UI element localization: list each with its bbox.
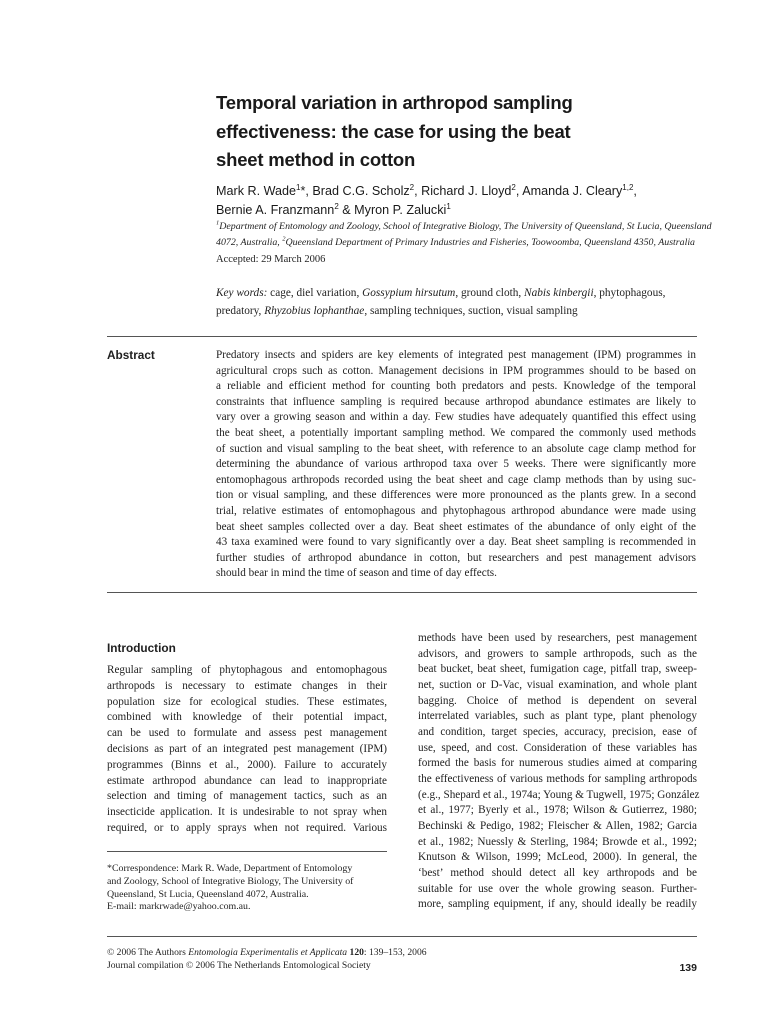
- abstract-bottom-rule: [107, 592, 697, 593]
- footer-rule: [107, 936, 697, 937]
- body-line: arthropods is necessary to estimate changes in their: [107, 679, 387, 692]
- abstract-line: constraints that influence sampling is required because arthropod abundance estimates are likely to: [216, 395, 696, 408]
- author-affil-mark: 2: [334, 201, 339, 211]
- abstract-line: trial, relative estimates of entomophagous and phytophagous arthropod abundance were made using: [216, 504, 696, 517]
- body-line: estimate arthropod abundance can lead to inappropriate: [107, 774, 387, 787]
- body-line: combined with knowledge of their potential impact,: [107, 711, 387, 724]
- body-line: decisions as part of an integrated pest management (IPM): [107, 742, 387, 755]
- body-line: advisors, and growers to sample arthropods, such as the: [418, 647, 697, 660]
- body-line: insecticide application. It is undesirable to not spray when: [107, 806, 387, 819]
- title-line: effectiveness: the case for using the beat: [216, 120, 571, 142]
- body-line: et al., 1982; Nuessly & Sterling, 1984; Browde et al., 1992;: [418, 835, 697, 848]
- footnote-email-line: E-mail: markrwade@yahoo.com.au.: [107, 901, 251, 913]
- author-name: Richard J. Lloyd: [421, 184, 512, 198]
- author-name: Myron P. Zalucki: [354, 202, 447, 217]
- keyword-text: , ground cloth,: [455, 287, 525, 299]
- body-line: beat bucket, beat sheet, fumigation cage, pitfall trap, sweep-: [418, 663, 697, 676]
- abstract-line: entomophagous arthropods recorded using the beat sheet and cage clamp methods than by using suc-: [216, 473, 696, 486]
- abstract-line: the beat sheet, a potentially important sampling method. We compared the commonly used methods: [216, 426, 696, 439]
- correspondence-footnote: [107, 863, 397, 914]
- journal-volume: 120: [349, 947, 364, 958]
- body-line: more, sampling equipment, if any, should ideally be readily: [418, 898, 697, 911]
- abstract-line: further studies of arthropod abundance in cotton, but researchers and pest management advisors: [216, 551, 696, 564]
- author-affil-mark: 2: [409, 182, 415, 192]
- title-line: Temporal variation in arthropod sampling: [216, 92, 573, 113]
- body-line: use, speed, and cost. Consideration of these variables has: [418, 741, 697, 754]
- author-affil-mark: 1: [446, 201, 451, 211]
- abstract-line: 43 taxa examined were found to vary significantly over a day. Beat sheet sampling is recommended in: [216, 536, 696, 549]
- body-line: Bechinski & Pedigo, 1982; Fleischer & Allen, 1982; Garcia: [418, 819, 697, 832]
- keyword-text: cage, diel variation,: [267, 287, 363, 299]
- keywords-label: Key words:: [216, 287, 268, 299]
- body-line: et al., 1977; Byerly et al., 1978; Wilson & Gutierrez, 1980;: [418, 804, 697, 817]
- keyword-text: , sampling techniques, suction, visual sampling: [364, 304, 578, 317]
- abstract-line: vary over a growing season and within a day. Few studies have adequately quantified this effect using: [216, 411, 696, 424]
- accepted-date: Accepted: 29 March 2006: [216, 254, 326, 265]
- abstract-line: Predatory insects and spiders are key elements of integrated pest management (IPM) programmes in: [216, 349, 696, 361]
- author-affil-mark: 2: [511, 182, 516, 192]
- abstract-line: should bear in mind the time of season and time of day effects.: [216, 567, 497, 580]
- body-line: the effectiveness of various methods for sampling arthropods: [418, 772, 697, 785]
- page-footer: [107, 947, 697, 973]
- body-line: methods have been used by researchers, pest management: [418, 632, 697, 644]
- abstract-line: determining the abundance of various arthropod taxa over 5 weeks. There were significantly more: [216, 458, 696, 471]
- intro-column-left: [107, 663, 387, 837]
- compilation-line: Journal compilation © 2006 The Netherlands Entomological Society: [107, 959, 371, 971]
- abstract-line: a reliable and efficient method for counting both predators and pests. Knowledge of the temporal: [216, 380, 696, 393]
- keyword-text: , phytophagous,: [593, 287, 666, 299]
- affiliation-line: [216, 235, 696, 251]
- body-line: population size for ecological studies. These estimates,: [107, 695, 387, 708]
- body-line: can be used to formulate and assess pest management: [107, 727, 387, 740]
- abstract-line: beat sheet samples collected over a day. Beat sheet estimates of the abundance of only eight of the: [216, 520, 696, 533]
- author-name: Bernie A. Franzmann: [216, 202, 335, 217]
- copyright-line: [107, 947, 697, 960]
- body-line: selection and timing of management tactics, such as an: [107, 790, 387, 803]
- correspondence-mark: *: [300, 184, 306, 198]
- abstract-line: of suction and visual sampling to the beat sheet, with reference to an absolute cage clamp method for: [216, 442, 696, 455]
- affiliation-text: 4072, Australia,: [216, 236, 283, 248]
- body-line: ‘best’ method should detect all key arthropods and be: [418, 866, 697, 879]
- keyword-species: Rhyzobius lophanthae: [264, 304, 365, 317]
- body-line: (e.g., Shepard et al., 1974a; Young & Tugwell, 1975; González: [418, 788, 700, 801]
- body-line: programmes (Binns et al., 2000). Failure to accurately: [107, 758, 387, 771]
- abstract-body: [216, 348, 696, 582]
- body-line: net, suction or D-Vac, visual examination, and whole plant: [418, 678, 697, 691]
- body-line: Knutson & Wilson, 1999; McLeod, 2000). In general, the: [418, 851, 697, 864]
- affil-mark: 2: [282, 235, 286, 243]
- abstract-heading: Abstract: [107, 348, 155, 362]
- body-line: Regular sampling of phytophagous and entomophagous: [107, 664, 387, 676]
- affiliations: [216, 219, 712, 250]
- author-line: Mark R. Wade$^1$*, Brad C.G. Scholz$^2$, Richard J. Lloyd$^2$, Amanda J. Cleary$^{1,2}$,: [216, 182, 637, 198]
- affiliation-text: Queensland Department of Primary Industries and Fisheries, Toowoomba, Queensland 4350, Australia: [285, 236, 695, 248]
- keyword-text: predatory,: [216, 304, 265, 317]
- abstract-top-rule: [107, 336, 697, 337]
- abstract-line: agricultural crops such as cotton. Management decisions in IPM programmes should to be based on: [216, 364, 696, 377]
- affil-mark: 1: [216, 219, 220, 227]
- author-line: Bernie A. Franzmann$^2$ & Myron P. Zalucki$^1$: [216, 201, 451, 217]
- keywords: [216, 285, 696, 320]
- affiliation-text: Department of Entomology and Zoology, School of Integrative Biology, The University of Queensland, St Lucia, Queensland: [219, 221, 712, 232]
- footnote-line: and Zoology, School of Integrative Biology, The University of: [107, 875, 354, 887]
- author-name: Mark R. Wade: [216, 184, 297, 198]
- author-name: Amanda J. Cleary: [522, 184, 623, 198]
- body-line: required, or to apply sprays when not required. Various: [107, 821, 387, 834]
- footnote-line: *Correspondence: Mark R. Wade, Department of Entomology: [107, 863, 353, 874]
- author-name: Brad C.G. Scholz: [312, 184, 410, 198]
- introduction-heading: Introduction: [107, 641, 176, 655]
- footnote-line: Queensland, St Lucia, Queensland 4072, Australia.: [107, 888, 309, 900]
- author-list: [216, 182, 696, 219]
- author-affil-mark: 1,2: [622, 182, 634, 192]
- keyword-species: Nabis kinbergii: [524, 287, 594, 299]
- body-line: and condition, target species, accuracy, precision, ease of: [418, 725, 697, 738]
- copyright-text: © 2006 The Authors: [107, 947, 189, 958]
- body-line: suitable for use over the whole growing season. Further-: [418, 882, 697, 895]
- page-number: 139: [679, 962, 697, 974]
- paper-title: [216, 89, 686, 175]
- journal-name: Entomologia Experimentalis et Applicata: [188, 947, 348, 958]
- body-line: bagging. Choice of method is dependent on several: [418, 694, 697, 707]
- footnote-rule: [107, 851, 387, 852]
- body-line: formed the basis for numerous studies aimed at comparing: [418, 757, 697, 770]
- journal-pages: : 139–153, 2006: [363, 947, 427, 958]
- author-affil-mark: 1: [296, 182, 301, 192]
- keywords-line: [216, 303, 696, 321]
- abstract-line: tion or visual sampling, and these differences were more pronounced as the plants grew. In a second: [216, 489, 696, 502]
- keywords-line: [216, 285, 696, 303]
- title-line: sheet method in cotton: [216, 149, 416, 170]
- affiliation-line: [216, 219, 712, 235]
- intro-column-right: [418, 631, 700, 913]
- body-line: interrelated variables, such as plant type, plant phenology: [418, 710, 697, 723]
- keyword-species: Gossypium hirsutum: [362, 287, 456, 299]
